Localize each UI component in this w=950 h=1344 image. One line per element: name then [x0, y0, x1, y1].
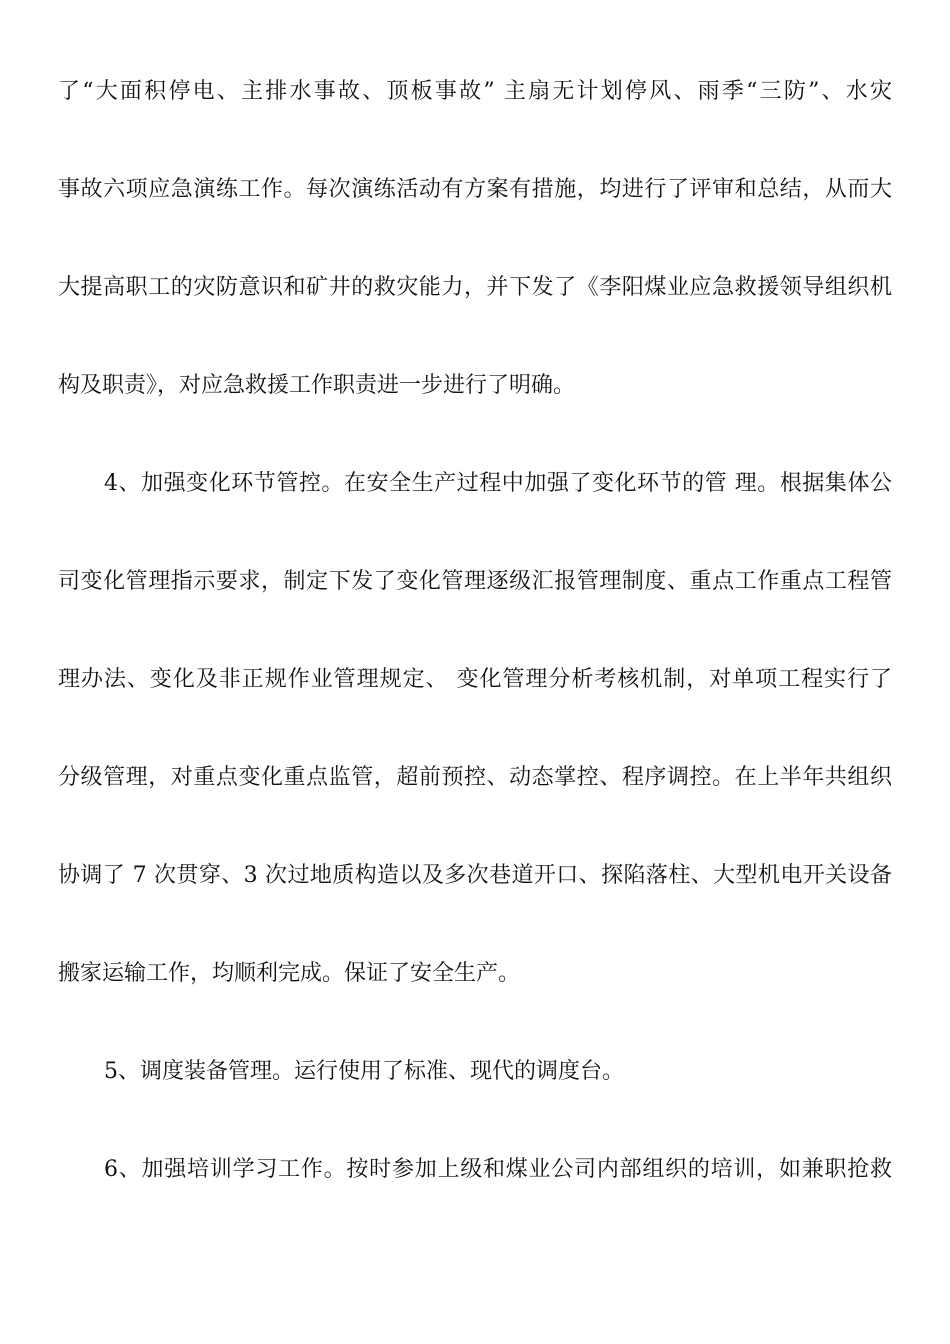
paragraph-line: 5、调度装备管理。运行使用了标准、现代的调度台。 — [104, 1059, 624, 1084]
paragraph-line: 分级管理，对重点变化重点监管，超前预控、动态掌控、程序调控。在上半年共组织 — [58, 765, 892, 790]
paragraph-line: 协调了 7 次贯穿、3 次过地质构造以及多次巷道开口、探陷落柱、大型机电开关设备 — [58, 863, 892, 888]
paragraph-line: 6、加强培训学习工作。按时参加上级和煤业公司内部组织的培训，如兼职抢救 — [104, 1157, 892, 1182]
paragraph-line: 大提高职工的灾防意识和矿井的救灾能力，并下发了《李阳煤业应急救援领导组织机 — [58, 275, 892, 300]
paragraph-line: 理办法、变化及非正规作业管理规定、 变化管理分析考核机制，对单项工程实行了 — [58, 667, 892, 692]
paragraph-line: 司变化管理指示要求，制定下发了变化管理逐级汇报管理制度、重点工作重点工程管 — [58, 569, 892, 594]
paragraph-line: 了“大面积停电、主排水事故、顶板事故” 主扇无计划停风、雨季“三防”、水灾 — [58, 79, 892, 104]
paragraph-line: 构及职责》，对应急救援工作职责进一步进行了明确。 — [58, 373, 576, 398]
paragraph-line: 搬家运输工作，均顺利完成。保证了安全生产。 — [58, 961, 521, 986]
paragraph-line: 事故六项应急演练工作。每次演练活动有方案有措施，均进行了评审和总结，从而大 — [58, 177, 892, 202]
paragraph-line: 4、加强变化环节管控。在安全生产过程中加强了变化环节的管 理。根据集体公 — [104, 471, 892, 496]
